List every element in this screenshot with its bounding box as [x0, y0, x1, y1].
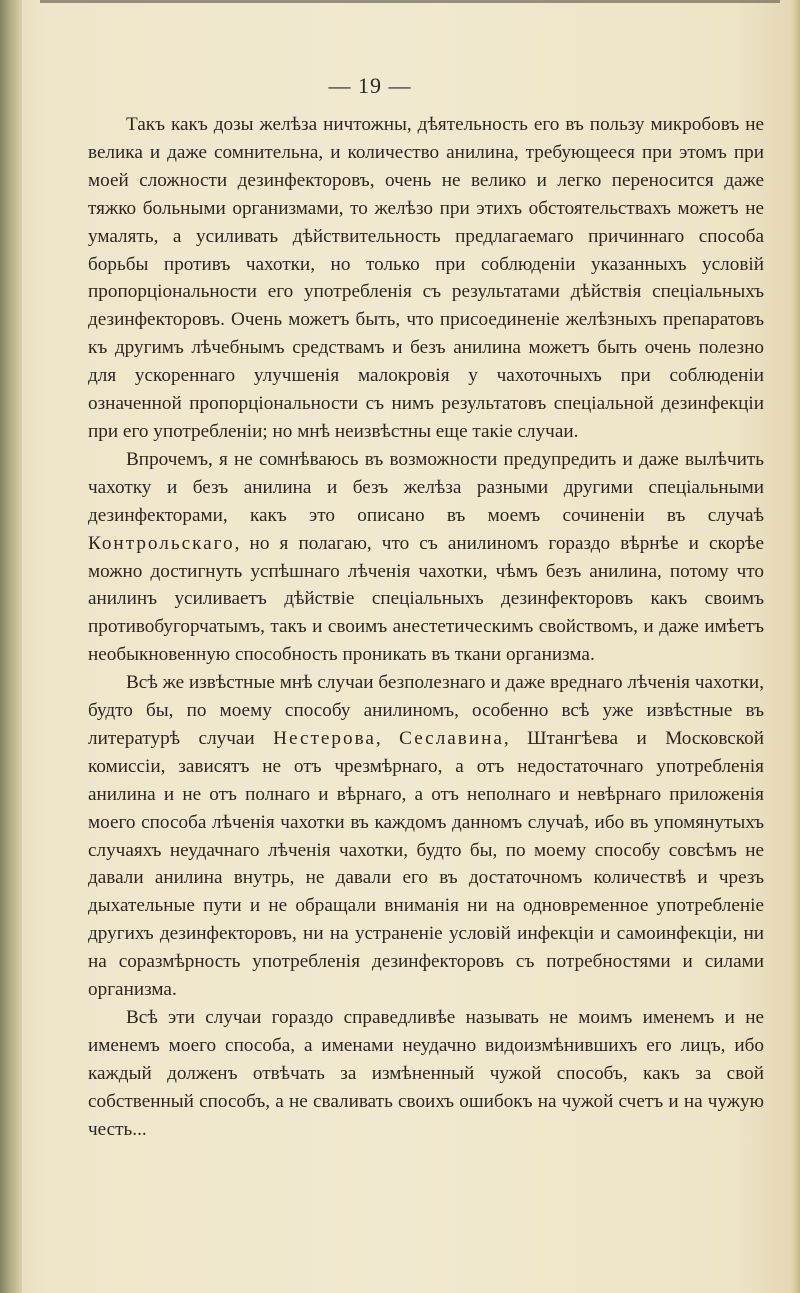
paragraph-3-text-end: и Московской комиссіи, зависятъ не отъ чрезмѣрнаго, а отъ недостаточнаго употребленія анилина и не отъ полнаго и вѣрнаго, а отъ неполнаго и невѣрнаго приложенія моего способа лѣченія чахотки въ каждомъ данномъ случаѣ, ибо въ упомянутыхъ случаяхъ неудачнаго лѣченія чахотки, будто бы, по моему способу совсѣмъ не давали анилина внутрь, не давали его въ достаточномъ количествѣ и чрезъ дыхательные пути и не обращали вниманія ни на одновременное употребленіе другихъ дезинфекторовъ, ни на устраненіе условій инфекціи и самоинфекціи, ни на соразмѣрность употребленія дезинфекторовъ съ потребностями и силами организма. — [88, 727, 765, 1001]
top-border-line — [40, 0, 780, 3]
body-text — [88, 111, 764, 1144]
separator: , — [503, 727, 528, 749]
surname-nesterov: Нестерова — [273, 727, 376, 749]
page-number: — 19 — — [328, 73, 412, 98]
surname-seslavin: Сеславина — [399, 727, 504, 749]
paragraph-2-text-start: Впрочемъ, я не сомнѣваюсь въ возможности предупредить и даже вылѣчить чахотку и безъ анилина и безъ желѣза разными другими спеціальными дезинфекторами, какъ это описано въ моемъ сочиненіи въ случаѣ — [88, 448, 764, 526]
paragraph-3-text-start: Всѣ же извѣстные мнѣ случаи безполезнаго и даже вреднаго лѣченія чахотки, будто бы, по моему способу анилиномъ, особенно всѣ уже извѣстные въ литературѣ случаи — [88, 672, 764, 749]
separator: , — [375, 727, 400, 749]
surname-kontrolsky: Контрольскаго — [88, 532, 235, 554]
paragraph-4: Всѣ эти случаи гораздо справедливѣе называть не моимъ именемъ и не именемъ моего способа, а именами неудачно видоизмѣнившихъ его лицъ, ибо каждый долженъ отвѣчать за измѣненный чужой способъ, какъ за свой собственный способъ, а не сваливать своихъ ошибокъ на чужой счетъ и на чужую честь... — [88, 1007, 764, 1140]
paragraph-2 — [88, 446, 764, 669]
surname-shtangeev: Штангѣева — [527, 727, 619, 749]
page-right-edge — [788, 0, 800, 1293]
paragraph-1: Такъ какъ дозы желѣза ничтожны, дѣятельность его въ пользу микробовъ не велика и даже сомнительна, и количество анилина, требующееся при этомъ при моей сложности дезинфекторовъ, очень не велико и легко переносится даже тяжко больными организмами, то желѣзо при этихъ обстоятельствахъ можетъ не умалять, а усиливать дѣйствительность предлагаемаго причиннаго способа борьбы противъ чахотки, но только при соблюденіи указанныхъ условій пропорціональности его употребленія съ результатами дѣйствія спеціальныхъ дезинфекторовъ. Очень можетъ быть, что присоединеніе желѣзныхъ препаратовъ къ другимъ лѣчебнымъ средствамъ и безъ анилина можетъ быть очень полезно для ускореннаго улучшенія малокровія у чахоточныхъ при соблюденіи означенной пропорціональности съ нимъ результатовъ спеціальной дезинфекціи при его употребленіи; но мнѣ неизвѣстны еще такіе случаи. — [88, 114, 764, 442]
binding-edge — [0, 0, 22, 1293]
paragraph-3 — [88, 669, 764, 1004]
paragraph-2-text-end: , но я полагаю, что съ анилиномъ гораздо вѣрнѣе и скорѣе можно достигнуть успѣшнаго лѣченія чахотки, чѣмъ безъ анилина, потому что анилинъ усиливаетъ дѣйствіе спеціальныхъ дезинфекторовъ какъ своимъ противобугорчатымъ, такъ и своимъ анестетическимъ свойствомъ, и даже имѣетъ необыкновенную способность проникать въ ткани организма. — [88, 532, 764, 666]
